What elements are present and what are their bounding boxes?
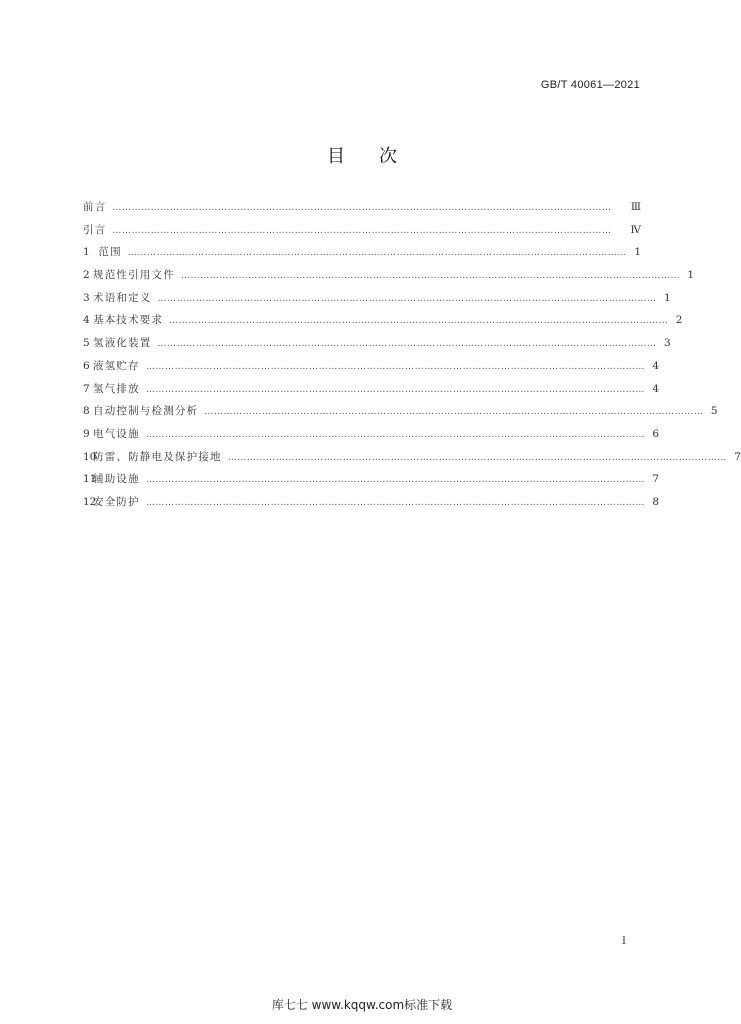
toc-entry-label: 防雷、防静电及保护接地 bbox=[93, 450, 222, 463]
toc-entry-page: 5 bbox=[710, 405, 718, 418]
toc-entry[interactable] bbox=[83, 358, 660, 381]
toc-entry[interactable] bbox=[83, 222, 641, 245]
toc-entry[interactable] bbox=[83, 312, 683, 335]
toc-entry-number: 12 bbox=[83, 495, 97, 508]
toc-entry-label: 范围 bbox=[98, 246, 122, 259]
toc-entry-page: 1 bbox=[634, 246, 641, 259]
toc-entry[interactable] bbox=[83, 199, 641, 222]
toc-entry-page: 1 bbox=[687, 269, 695, 282]
toc-entry[interactable] bbox=[83, 244, 641, 267]
toc-entry[interactable] bbox=[83, 494, 660, 517]
toc-leader-dots: ………………………………………………………………………………………………………………………………………… bbox=[112, 225, 612, 236]
toc-leader-dots: ………………………………………………………………………………………………………………………………………… bbox=[145, 475, 646, 486]
toc-entry-page: 2 bbox=[675, 314, 683, 327]
site-watermark: 库七七 www.kqqw.com标准下载 bbox=[271, 998, 453, 1012]
toc-entry[interactable] bbox=[83, 335, 671, 358]
toc-leader-dots: ………………………………………………………………………………………………………………………………………… bbox=[145, 429, 646, 440]
toc-entry-label: 基本技术要求 bbox=[93, 314, 164, 327]
toc-entry-number: 10 bbox=[83, 450, 97, 463]
toc-entry[interactable] bbox=[83, 290, 671, 313]
toc-entry-number: 2 bbox=[83, 269, 90, 282]
toc-entry[interactable] bbox=[83, 403, 718, 426]
toc-entry-label: 氢气排放 bbox=[93, 382, 140, 395]
toc-leader-dots: ………………………………………………………………………………………………………………………………………… bbox=[145, 384, 646, 395]
toc-leader-dots: ………………………………………………………………………………………………………………………………………… bbox=[169, 316, 669, 327]
toc-leader-dots: ………………………………………………………………………………………………………………………………………… bbox=[157, 339, 657, 350]
toc-leader-dots: ………………………………………………………………………………………………………………………………………… bbox=[145, 361, 646, 372]
toc-entry-page: 4 bbox=[652, 359, 660, 372]
toc-entry-number: 5 bbox=[83, 337, 90, 350]
toc-leader-dots: ………………………………………………………………………………………………………………………………………… bbox=[127, 248, 627, 259]
toc-entry-label: 术语和定义 bbox=[93, 291, 152, 304]
toc-leader-dots: ………………………………………………………………………………………………………………………………………… bbox=[157, 293, 657, 304]
toc-entry-page: 1 bbox=[664, 291, 671, 304]
table-of-contents bbox=[83, 199, 741, 517]
toc-entry-number: 4 bbox=[83, 314, 90, 327]
toc-entry-label: 辅助设施 bbox=[93, 473, 140, 486]
toc-entry[interactable] bbox=[83, 426, 660, 449]
toc-entry-label: 液氢贮存 bbox=[93, 359, 140, 372]
toc-entry-number: 8 bbox=[83, 405, 90, 418]
toc-entry-page: 4 bbox=[652, 382, 660, 395]
toc-entry-page: 8 bbox=[652, 495, 660, 508]
toc-entry-label: 氢液化装置 bbox=[93, 337, 152, 350]
toc-entry-number: 9 bbox=[83, 427, 90, 440]
toc-entry-number: 6 bbox=[83, 359, 90, 372]
toc-entry-page: 7 bbox=[734, 450, 741, 463]
toc-leader-dots: ………………………………………………………………………………………………………………………………………… bbox=[112, 203, 612, 213]
toc-entry-page: Ⅲ bbox=[630, 201, 641, 213]
toc-entry-page: Ⅳ bbox=[630, 223, 641, 236]
toc-entry[interactable] bbox=[83, 471, 660, 494]
toc-entry-number: 11 bbox=[83, 473, 97, 486]
page-number: I bbox=[622, 936, 626, 947]
toc-entry-number: 7 bbox=[83, 382, 90, 395]
toc-entry-number: 1 bbox=[83, 246, 90, 259]
toc-leader-dots: ………………………………………………………………………………………………………………………………………… bbox=[204, 407, 704, 418]
toc-entry[interactable] bbox=[83, 267, 695, 290]
toc-entry-label: 自动控制与检测分析 bbox=[93, 405, 199, 418]
toc-entry-page: 6 bbox=[652, 427, 660, 440]
toc-entry-number: 3 bbox=[83, 291, 90, 304]
standard-code: GB/T 40061—2021 bbox=[540, 79, 640, 91]
toc-entry-label: 前言 bbox=[83, 201, 107, 213]
toc-leader-dots: ………………………………………………………………………………………………………………………………………… bbox=[145, 497, 646, 508]
toc-entry-label: 引言 bbox=[83, 223, 107, 236]
toc-entry-label: 电气设施 bbox=[93, 427, 140, 440]
toc-entry-page: 3 bbox=[664, 337, 671, 350]
toc-entry[interactable] bbox=[83, 449, 741, 472]
toc-leader-dots: ………………………………………………………………………………………………………………………………………… bbox=[227, 452, 727, 463]
toc-entry-page: 7 bbox=[652, 473, 660, 486]
toc-entry-label: 安全防护 bbox=[93, 495, 140, 508]
page-title: 目次 bbox=[327, 146, 431, 167]
toc-leader-dots: ………………………………………………………………………………………………………………………………………… bbox=[180, 271, 681, 282]
toc-entry[interactable] bbox=[83, 381, 660, 404]
toc-entry-label: 规范性引用文件 bbox=[93, 269, 175, 282]
